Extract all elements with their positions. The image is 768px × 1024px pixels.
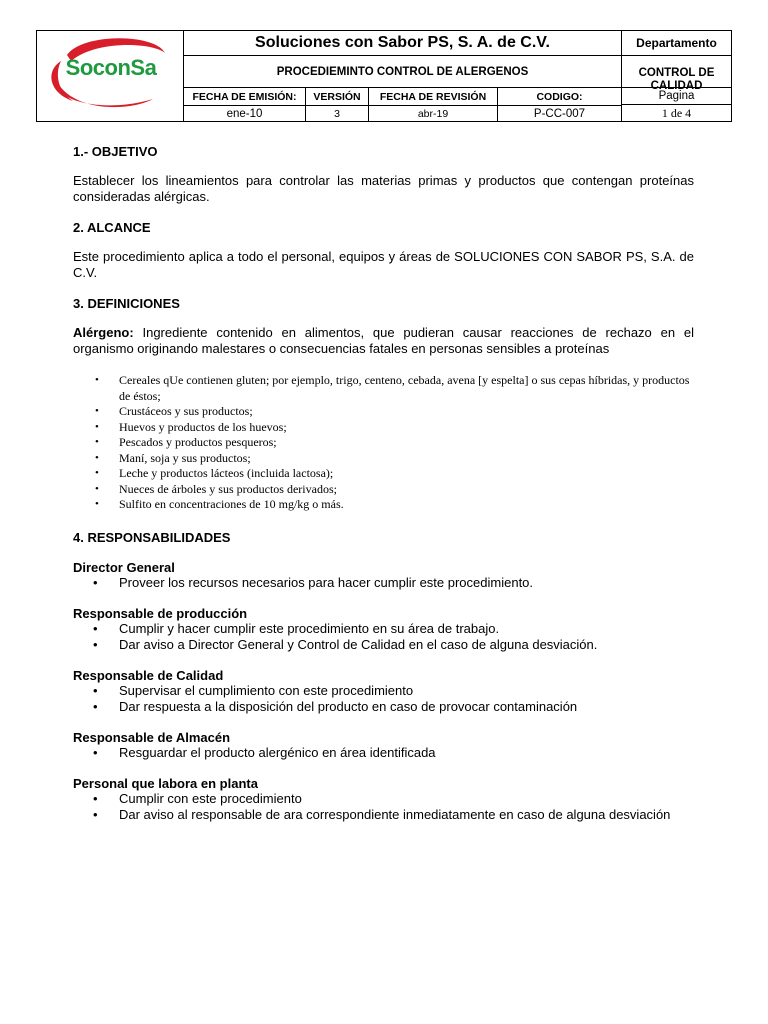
role-list-personal xyxy=(73,791,694,823)
pagina-label: Pagina xyxy=(658,90,695,102)
section-alcance-text: Este procedimiento aplica a todo el personal, equipos y áreas de SOLUCIONES CON SABOR PS, S.A. de C.V. xyxy=(73,249,694,280)
list-item: • Huevos y productos de los huevos; xyxy=(73,420,694,436)
list-item: • Nueces de árboles y sus productos derivados; xyxy=(73,482,694,498)
logo-text: SoconSa xyxy=(65,55,157,80)
company-name: Soluciones con Sabor PS, S. A. de C.V. xyxy=(255,34,550,51)
emision-label: FECHA DE EMISIÓN: xyxy=(192,90,297,103)
list-item: • Supervisar el cumplimiento con este procedimiento xyxy=(73,683,694,699)
list-item: • Pescados y productos pesqueros; xyxy=(73,435,694,451)
list-item: • Dar respuesta a la disposición del producto en caso de provocar contaminación xyxy=(73,699,694,715)
document-header-table xyxy=(36,30,732,122)
role-list-produccion xyxy=(73,621,694,653)
section-alcance-title: 2. ALCANCE xyxy=(73,220,151,235)
list-item: • Dar aviso al responsable de ara correspondiente inmediatamente en caso de alguna desviación xyxy=(73,807,694,823)
list-item: • Cumplir con este procedimiento xyxy=(73,791,694,807)
pagina-value: 1 de 4 xyxy=(661,105,692,120)
role-list-almacen xyxy=(73,745,694,761)
company-logo xyxy=(37,31,183,121)
revision-value: abr-19 xyxy=(417,107,449,120)
version-label: VERSIÓN xyxy=(313,90,361,103)
allergen-list xyxy=(73,373,694,513)
codigo-value: P-CC-007 xyxy=(533,107,586,120)
version-value: 3 xyxy=(334,107,340,120)
list-item: • Leche y productos lácteos (incluida lactosa); xyxy=(73,466,694,482)
section-definiciones-title: 3. DEFINICIONES xyxy=(73,296,180,311)
department-label: Departamento xyxy=(636,36,717,50)
alergeno-term: Alérgeno: xyxy=(73,325,134,340)
revision-label: FECHA DE REVISIÓN xyxy=(379,90,487,103)
list-item: • Proveer los recursos necesarios para hacer cumplir este procedimiento. xyxy=(73,575,694,591)
list-item: • Maní, soja y sus productos; xyxy=(73,451,694,467)
list-item: • Resguardar el producto alergénico en área identificada xyxy=(73,745,694,761)
role-title-produccion: Responsable de producción xyxy=(73,605,248,621)
role-title-director: Director General xyxy=(73,559,175,575)
emision-value: ene-10 xyxy=(226,107,263,120)
codigo-label: CODIGO: xyxy=(536,90,583,103)
role-title-personal: Personal que labora en planta xyxy=(73,775,258,791)
role-list-director xyxy=(73,575,694,591)
list-item: • Dar aviso a Director General y Control de Calidad en el caso de alguna desviación. xyxy=(73,637,694,653)
alergeno-definition-text: Ingrediente contenido en alimentos, que pudieran causar reacciones de rechazo en el organismo originando malestares o consecuencias fatales en personas sensibles a proteínas xyxy=(73,325,694,356)
section-responsabilidades-title: 4. RESPONSABILIDADES xyxy=(73,529,231,545)
list-item: • Crustáceos y sus productos; xyxy=(73,404,694,420)
role-list-calidad xyxy=(73,683,694,715)
department-value: CONTROL DE CALIDAD xyxy=(638,67,715,92)
section-objetivo-text: Establecer los lineamientos para controlar las materias primas y productos que contengan proteínas consideradas alérgicas. xyxy=(73,173,694,204)
role-title-calidad: Responsable de Calidad xyxy=(73,667,224,683)
procedure-title: PROCEDIEMINTO CONTROL DE ALERGENOS xyxy=(276,65,529,78)
list-item: • Cereales qUe contienen gluten; por ejemplo, trigo, centeno, cebada, avena [y espelta] o sus cepas híbridas, y productos de éstos; xyxy=(73,373,694,404)
list-item: • Cumplir y hacer cumplir este procedimiento en su área de trabajo. xyxy=(73,621,694,637)
role-title-almacen: Responsable de Almacén xyxy=(73,729,231,745)
alergeno-definition xyxy=(73,325,694,357)
document-body xyxy=(73,140,694,823)
list-item: • Sulfito en concentraciones de 10 mg/kg o más. xyxy=(73,497,694,513)
section-objetivo-title: 1.- OBJETIVO xyxy=(73,144,158,159)
